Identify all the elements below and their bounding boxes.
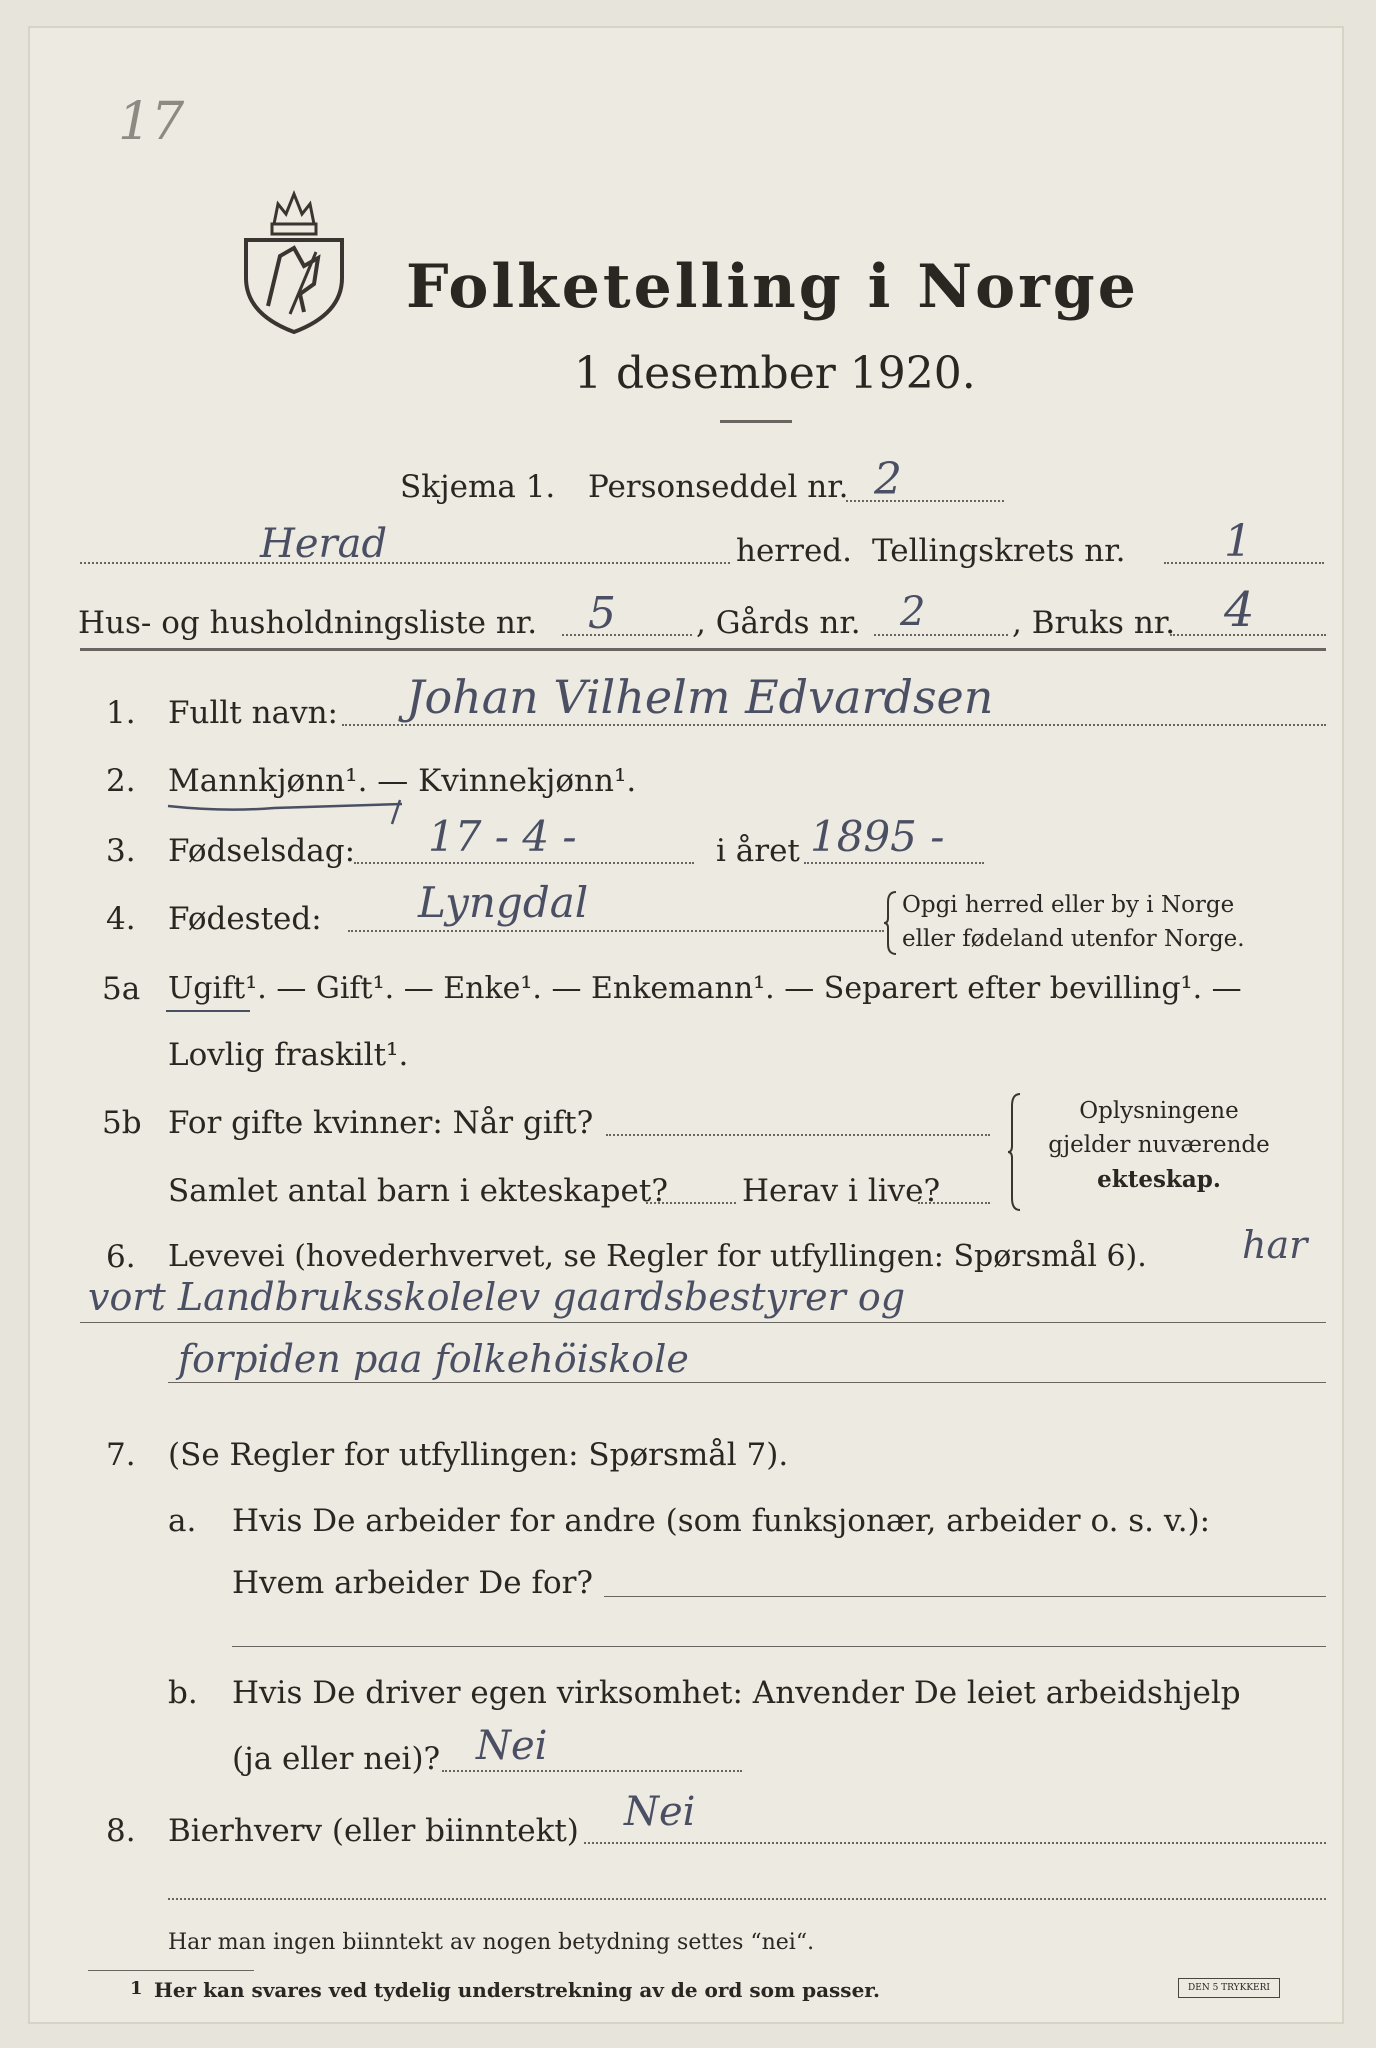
footnote-mark: 1 bbox=[130, 1978, 143, 1999]
q5b-text-line-1: For gifte kvinner: Når gift? bbox=[168, 1105, 594, 1141]
q5b-note-line-2: gjelder nuværende bbox=[1048, 1132, 1270, 1158]
coat-of-arms-icon bbox=[238, 186, 350, 336]
census-form-page bbox=[28, 26, 1344, 2024]
q7-text: (Se Regler for utfyllingen: Spørsmål 7). bbox=[168, 1437, 789, 1473]
herred-line bbox=[80, 562, 730, 564]
q7b-text-line-1: Hvis De driver egen virksomhet: Anvender De leiet arbeidshjelp bbox=[232, 1675, 1241, 1711]
q3-year-line bbox=[804, 862, 984, 864]
nei-note: Har man ingen biinntekt av nogen betydning settes “nei“. bbox=[168, 1930, 815, 1955]
q4-value: Lyngdal bbox=[418, 878, 589, 927]
gards-line bbox=[874, 634, 1008, 636]
q7a-text-line-1: Hvis De arbeider for andre (som funksjonær, arbeider o. s. v.): bbox=[232, 1503, 1211, 1539]
q1-value: Johan Vilhelm Edvardsen bbox=[406, 670, 994, 724]
gards-value: 2 bbox=[900, 589, 926, 635]
personseddel-line bbox=[846, 500, 1004, 502]
form-title: Folketelling i Norge bbox=[406, 252, 1139, 322]
q1-line bbox=[342, 724, 1326, 726]
q4-line bbox=[348, 930, 884, 932]
bruks-value: 4 bbox=[1224, 582, 1255, 638]
q6-handwritten-3: forpiden paa folkehöiskole bbox=[178, 1337, 689, 1381]
q3-year-label: i året bbox=[716, 833, 800, 869]
q4-note-brace bbox=[884, 890, 900, 956]
personseddel-label: Personseddel nr. bbox=[588, 469, 849, 505]
q7-number: 7. bbox=[106, 1437, 136, 1473]
q8-text: Bierhverv (eller biinntekt) bbox=[168, 1813, 579, 1849]
form-date: 1 desember 1920. bbox=[574, 348, 976, 399]
q6-handwritten-1: har bbox=[1242, 1223, 1308, 1267]
q3-number: 3. bbox=[106, 833, 136, 869]
q7a-letter: a. bbox=[168, 1503, 197, 1539]
gards-label: , Gårds nr. bbox=[696, 605, 861, 641]
q3-line bbox=[354, 862, 694, 864]
q7a-text-line-2: Hvem arbeider De for? bbox=[232, 1565, 594, 1601]
q5b-text-line-2: Samlet antal barn i ekteskapet? bbox=[168, 1173, 668, 1209]
q5b-gift-line bbox=[606, 1134, 990, 1136]
q7b-letter: b. bbox=[168, 1675, 198, 1711]
q5b-note-line-3: ekteskap. bbox=[1097, 1166, 1221, 1193]
q1-label: Fullt navn: bbox=[168, 695, 338, 731]
q2-underline-mark bbox=[164, 798, 414, 828]
q5b-number: 5b bbox=[102, 1105, 142, 1141]
herred-label: herred. bbox=[736, 533, 852, 569]
tellingskrets-label: Tellingskrets nr. bbox=[872, 533, 1126, 569]
footnote-divider bbox=[88, 1970, 254, 1971]
q5a-underline-mark bbox=[166, 1010, 250, 1012]
q8-line-1 bbox=[584, 1842, 1326, 1844]
bruks-label: , Bruks nr. bbox=[1012, 605, 1176, 641]
q5a-text-line-1: Ugift¹. — Gift¹. — Enke¹. — Enkemann¹. — Separert efter bevilling¹. — bbox=[168, 971, 1242, 1006]
q6-handwritten-2: vort Landbruksskolelev gaardsbestyrer og bbox=[88, 1275, 906, 1319]
printer-stamp: DEN 5 TRYKKERI bbox=[1178, 1978, 1280, 1998]
header-divider bbox=[80, 648, 1326, 651]
q5a-number: 5a bbox=[102, 971, 141, 1007]
q3-value: 17 - 4 - bbox=[428, 812, 577, 861]
q6-text: Levevei (hovederhvervet, se Regler for utfyllingen: Spørsmål 6). bbox=[168, 1239, 1147, 1274]
q4-note-line-2: eller fødeland utenfor Norge. bbox=[902, 926, 1245, 952]
q7b-value: Nei bbox=[476, 1723, 548, 1769]
skjema-label: Skjema 1. bbox=[400, 469, 556, 505]
q5b-note-brace bbox=[1008, 1092, 1024, 1212]
q3-year-value: 1895 - bbox=[810, 812, 945, 861]
q4-label: Fødested: bbox=[168, 901, 322, 937]
q1-number: 1. bbox=[106, 695, 136, 731]
footnote-text: Her kan svares ved tydelig understrekning av de ord som passer. bbox=[154, 1978, 880, 2002]
q6-line-2 bbox=[168, 1382, 1326, 1383]
hus-line bbox=[562, 634, 692, 636]
q2-number: 2. bbox=[106, 763, 136, 799]
q7a-line-2 bbox=[232, 1646, 1326, 1647]
q5b-text-line-3: Herav i live? bbox=[742, 1173, 941, 1209]
personseddel-value: 2 bbox=[874, 454, 902, 505]
tellingskrets-value: 1 bbox=[1224, 516, 1252, 567]
q7a-line-1 bbox=[604, 1596, 1326, 1597]
margin-pencil-mark: 17 bbox=[118, 92, 185, 152]
q2-text: Mannkjønn¹. — Kvinnekjønn¹. bbox=[168, 763, 637, 799]
q4-note-line-1: Opgi herred eller by i Norge bbox=[902, 892, 1235, 918]
q8-line-2 bbox=[168, 1898, 1326, 1900]
q6-line-1 bbox=[80, 1322, 1326, 1323]
q5a-text-line-2: Lovlig fraskilt¹. bbox=[168, 1037, 409, 1073]
q5b-note-line-1: Oplysningene bbox=[1079, 1098, 1239, 1124]
q7b-line bbox=[442, 1770, 742, 1772]
q6-number: 6. bbox=[106, 1239, 136, 1275]
q3-label: Fødselsdag: bbox=[168, 833, 356, 869]
title-divider bbox=[720, 420, 792, 423]
q8-value: Nei bbox=[624, 1789, 696, 1835]
hus-label: Hus- og husholdningsliste nr. bbox=[78, 605, 538, 641]
q8-number: 8. bbox=[106, 1813, 136, 1849]
herred-value: Herad bbox=[260, 521, 388, 567]
q4-number: 4. bbox=[106, 901, 136, 937]
q7b-text-line-2: (ja eller nei)? bbox=[232, 1741, 441, 1777]
q5b-live-line bbox=[918, 1202, 990, 1204]
q5b-barn-line bbox=[646, 1202, 736, 1204]
hus-value: 5 bbox=[588, 588, 616, 639]
